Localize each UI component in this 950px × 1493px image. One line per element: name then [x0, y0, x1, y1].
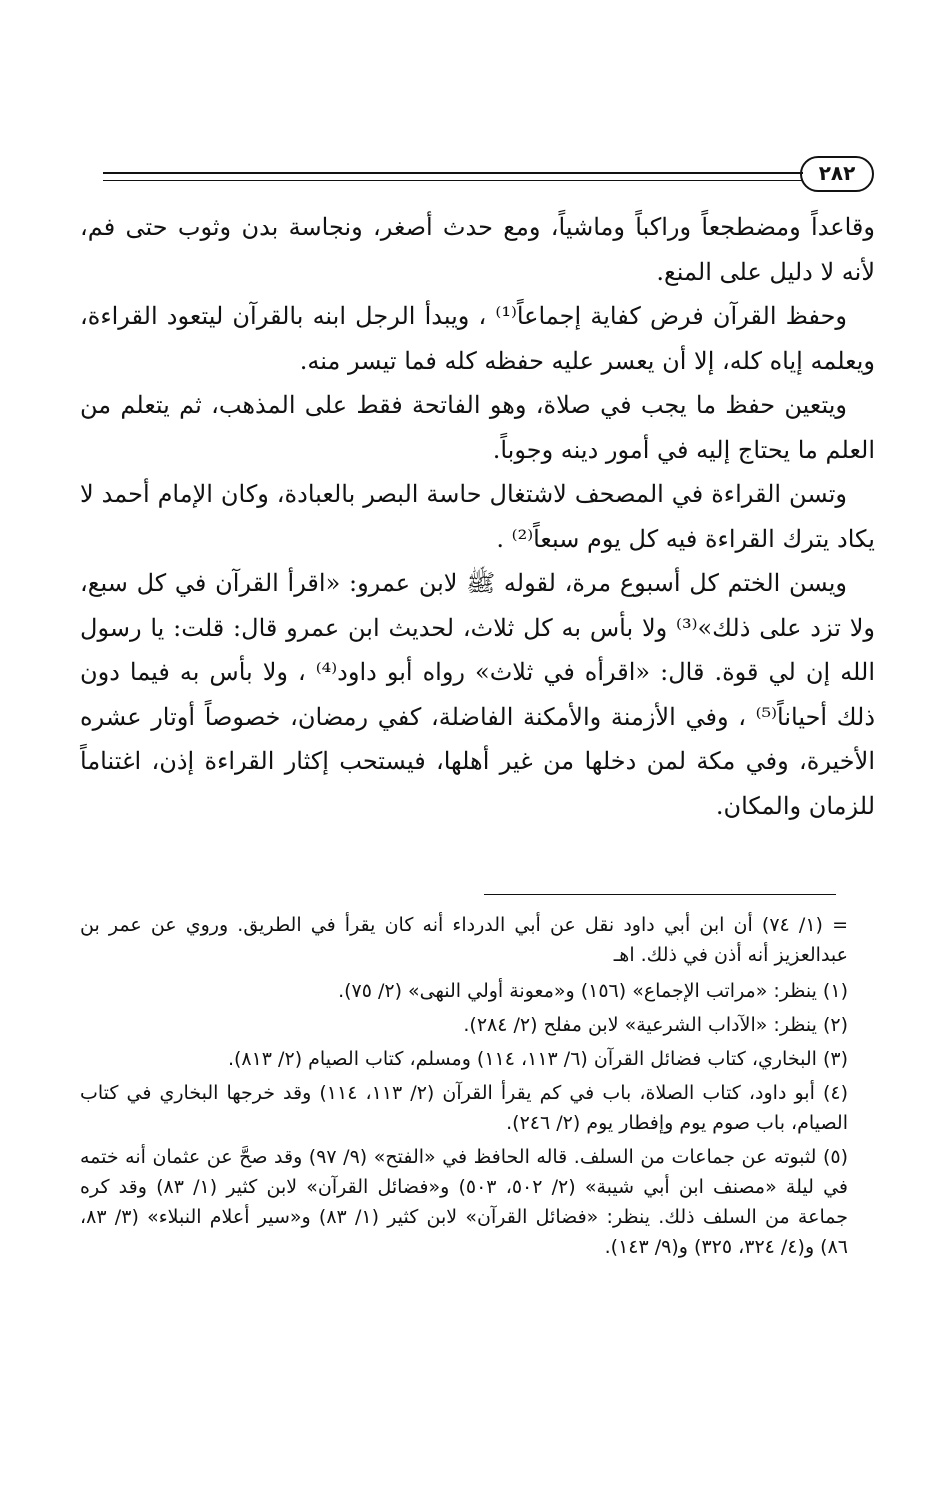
footnote-2: (٢) ينظر: «الآداب الشرعية» لابن مفلح (٢/ ٢٨٤). [463, 1014, 848, 1036]
footnotes [80, 910, 848, 1266]
paragraph: وتسن القراءة في المصحف لاشتغال حاسة البصر بالعبادة، وكان الإمام أحمد لا يكاد يترك القراءة فيه كل يوم سبعاً⁽²⁾ . [80, 480, 875, 553]
footnote-3: (٣) البخاري، كتاب فضائل القرآن (٦/ ١١٣، ١١٤) ومسلم، كتاب الصيام (٢/ ٨١٣). [227, 1048, 848, 1070]
paragraph: وحفظ القرآن فرض كفاية إجماعاً⁽¹⁾ ، ويبدأ الرجل ابنه بالقرآن ليتعود القراءة، ويعلمه إياه كله، إلا أن يعسر عليه حفظه كله فما تيسر منه. [80, 302, 875, 375]
paragraph: وقاعداً ومضطجعاً وراكباً وماشياً، ومع حدث أصغر، ونجاسة بدن وثوب حتى فم، لأنه لا دليل على المنع. [80, 213, 875, 286]
main-text [80, 205, 875, 828]
paragraph: ويتعين حفظ ما يجب في صلاة، وهو الفاتحة فقط على المذهب، ثم يتعلم من العلم ما يحتاج إليه في أمور دينه وجوباً. [80, 391, 875, 464]
footnote-separator [484, 894, 836, 895]
paragraph: ويسن الختم كل أسبوع مرة، لقوله ﷺ لابن عمرو: «اقرأ القرآن في كل سبع، ولا تزد على ذلك»⁽³⁾ ولا بأس به كل ثلاث، لحديث ابن عمرو قال: قلت: يا رسول الله إن لي قوة. قال: «اقرأه في ثلاث» رواه أبو داود⁽⁴⁾ ، ولا بأس به فيما دون ذلك أحياناً⁽⁵⁾ ، وفي الأزمنة والأمكنة الفاضلة، كفي رمضان، خصوصاً أوتار عشره الأخيرة، وفي مكة لمن دخلها من غير أهلها، فيستحب إكثار القراءة إذن، اغتناماً للزمان والمكان. [80, 569, 876, 820]
footnote-4: (٤) أبو داود، كتاب الصلاة، باب في كم يقرأ القرآن (٢/ ١١٣، ١١٤) وقد خرجها البخاري في كتاب الصيام، باب صوم يوم وإفطار يوم (٢/ ٢٤٦). [80, 1082, 848, 1134]
page-number: ٢٨٢ [800, 156, 874, 192]
footnote-5: (٥) لثبوته عن جماعات من السلف. قاله الحافظ في «الفتح» (٩/ ٩٧) وقد صحَّ عن عثمان أنه ختمه في ليلة «مصنف ابن أبي شيبة» (٢/ ٥٠٢، ٥٠٣) و«فضائل القرآن» لابن كثير (١/ ٨٣) وقد كره جماعة من السلف ذلك. ينظر: «فضائل القرآن» لابن كثير (١/ ٨٣) و«سير أعلام النبلاء» (٣/ ٨٣، ٨٦) و(٤/ ٣٢٤، ٣٢٥) و(٩/ ١٤٣). [80, 1146, 849, 1258]
header-rule [103, 172, 803, 181]
footnote-1: (١) ينظر: «مراتب الإجماع» (١٥٦) و«معونة أولي النهى» (٢/ ٧٥). [338, 980, 848, 1002]
footnote-continuation: = (١/ ٧٤) أن ابن أبي داود نقل عن أبي الدرداء أنه كان يقرأ في الطريق. وروي عن عمر بن عبدالعزيز أنه أذن في ذلك. اهـ [80, 914, 848, 966]
